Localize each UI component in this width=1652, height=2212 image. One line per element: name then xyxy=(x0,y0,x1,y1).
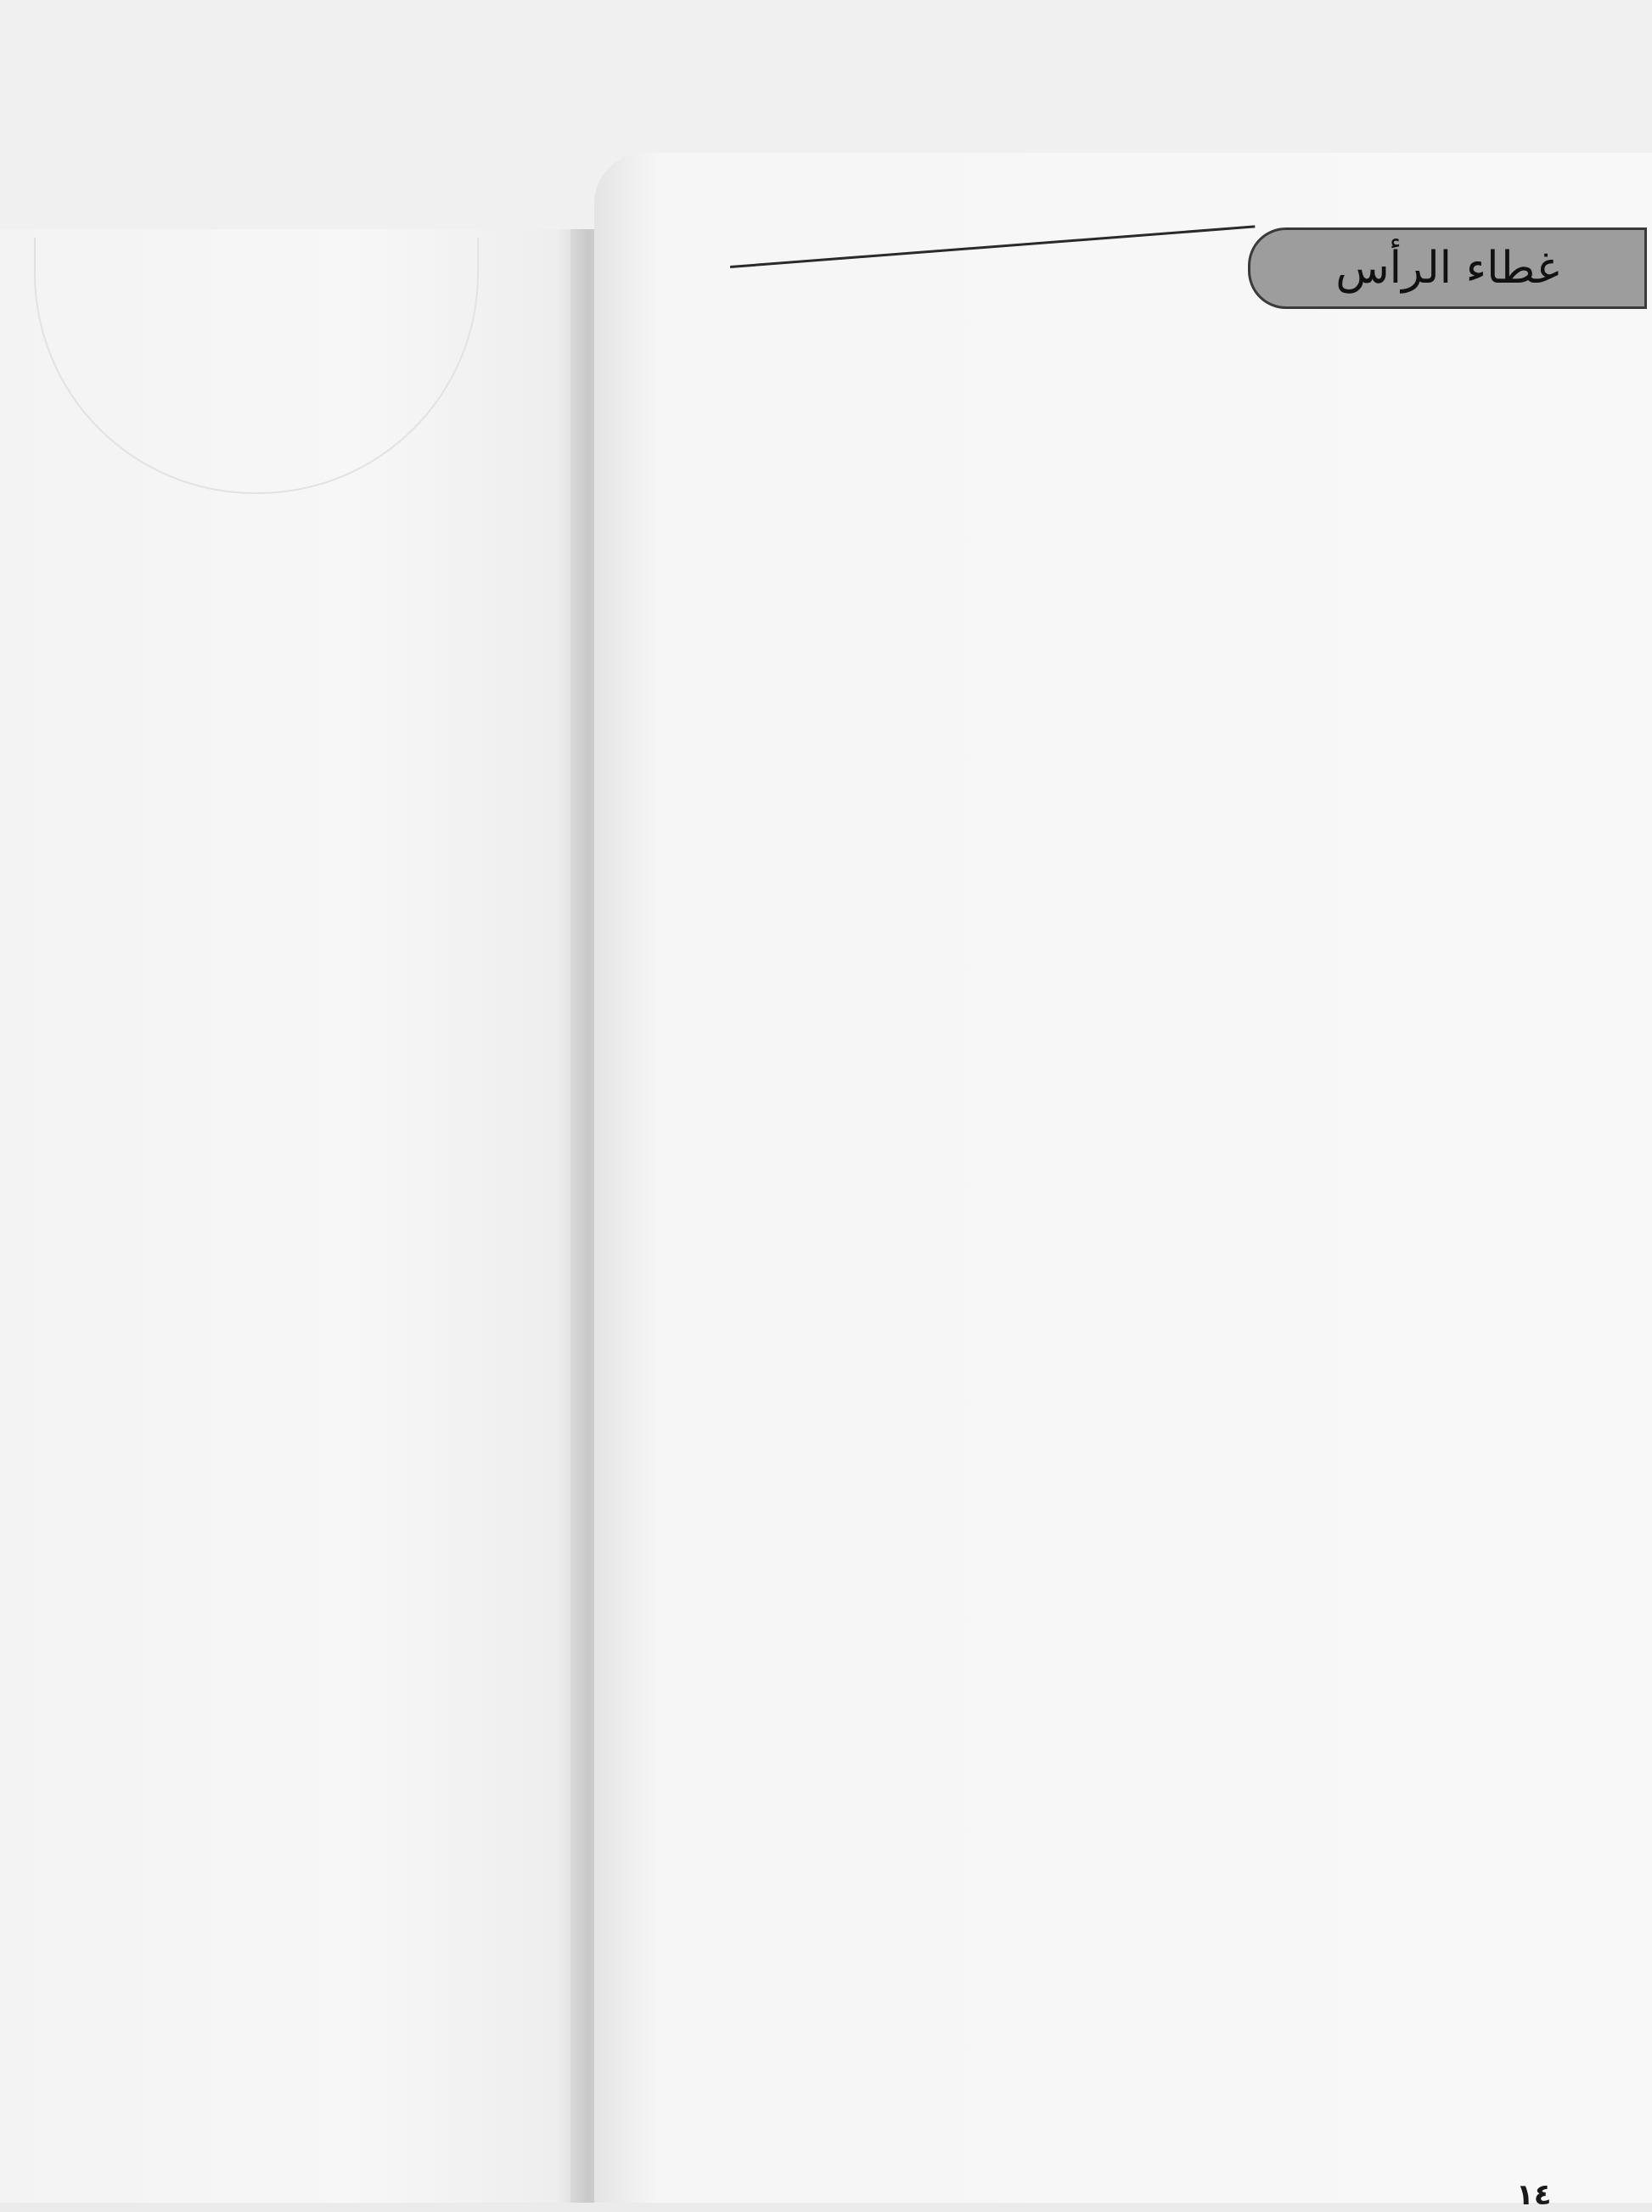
header-title: غطاء الرأس xyxy=(1335,243,1559,294)
right-page xyxy=(594,153,1652,2203)
left-page-decoration xyxy=(34,238,479,494)
page-number: ١٤ xyxy=(1516,2178,1552,2212)
left-page xyxy=(0,229,586,2203)
header-tab xyxy=(1248,227,1647,309)
